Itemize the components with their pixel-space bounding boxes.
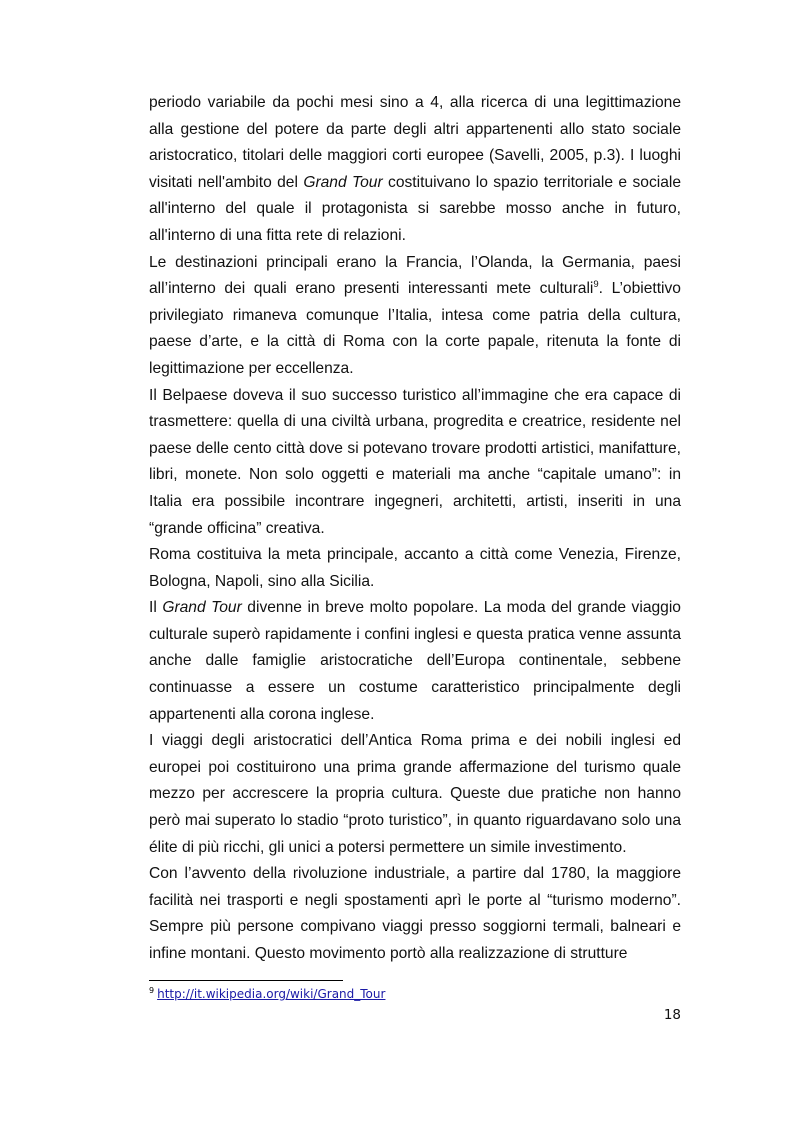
footnote-number: 9 (149, 986, 155, 995)
paragraph (149, 542, 681, 595)
text-segment: Con l’avvento della rivoluzione industriale, a partire dal 1780, la maggiore facilità nei trasporti e negli spostamenti aprì le porte al “turismo moderno”. Sempre più persone compivano viaggi presso soggiorni termali, balneari e infine montani. Questo movimento portò alla realizzazione di strutture (149, 865, 681, 962)
text-segment: periodo variabile da pochi mesi sino a 4, alla ricerca di una legittimazione alla gestione del potere da parte degli altri appartenenti allo stato sociale aristocratico, titolari delle maggiori corti europee (Savelli, 2005, p.3). I luoghi visitati nell'ambito del (149, 94, 681, 191)
paragraph (149, 383, 681, 543)
text-segment: . L’obiettivo privilegiato rimaneva comunque l’Italia, intesa come patria della cultura, paese d’arte, e la città di Roma con la corte papale, ritenuta la fonte di legittimazione per eccellenza. (149, 280, 681, 377)
footnote-link[interactable]: http://it.wikipedia.org/wiki/Grand_Tour (157, 987, 386, 1001)
text-segment: I viaggi degli aristocratici dell’Antica Roma prima e dei nobili inglesi ed europei poi costituirono una prima grande affermazione del turismo quale mezzo per accrescere la propria cultura. Queste due pratiche non hanno però mai superato lo stadio “proto turistico”, in quanto riguardavano solo una élite di più ricchi, gli unici a potersi permettere un simile investimento. (149, 732, 681, 856)
text-segment: divenne in breve molto popolare. La moda del grande viaggio culturale superò rapidamente i confini inglesi e questa pratica venne assunta anche dalle famiglie aristocratiche dell’Europa continentale, sebbene continuasse a essere un costume caratteristico principalmente degli appartenenti alla corona inglese. (149, 599, 681, 723)
paragraph (149, 728, 681, 861)
page-number: 18 (663, 1007, 681, 1023)
footnote-separator (149, 980, 343, 981)
italic-text: Grand Tour (162, 599, 242, 617)
body-text (149, 90, 681, 968)
paragraph (149, 250, 681, 383)
text-segment: Le destinazioni principali erano la Francia, l’Olanda, la Germania, paesi all’interno dei quali erano presenti interessanti mete culturali (149, 253, 681, 298)
text-segment: Roma costituiva la meta principale, accanto a città come Venezia, Firenze, Bologna, Napoli, sino alla Sicilia. (149, 546, 681, 590)
text-segment: Il (149, 599, 163, 617)
italic-text: Grand Tour (303, 173, 383, 191)
paragraph (149, 861, 681, 967)
text-segment: costituivano lo spazio territoriale e sociale all'interno del quale il protagonista si sarebbe mosso anche in futuro, all'interno di una fitta rete di relazioni. (149, 173, 682, 244)
footnote-reference: 9 (593, 278, 599, 290)
paragraph (149, 90, 681, 250)
text-segment: Il Belpaese doveva il suo successo turistico all’immagine che era capace di trasmettere: quella di una civiltà urbana, progredita e creatrice, residente nel paese delle cento città dove si potevano trovare prodotti artistici, manifatture, libri, monete. Non solo oggetti e materiali ma anche “capitale umano”: in Italia era possibile incontrare ingegneri, architetti, artisti, inseriti in una “grande officina” creativa. (149, 386, 681, 537)
paragraph (149, 595, 681, 728)
footnote (149, 986, 385, 1002)
